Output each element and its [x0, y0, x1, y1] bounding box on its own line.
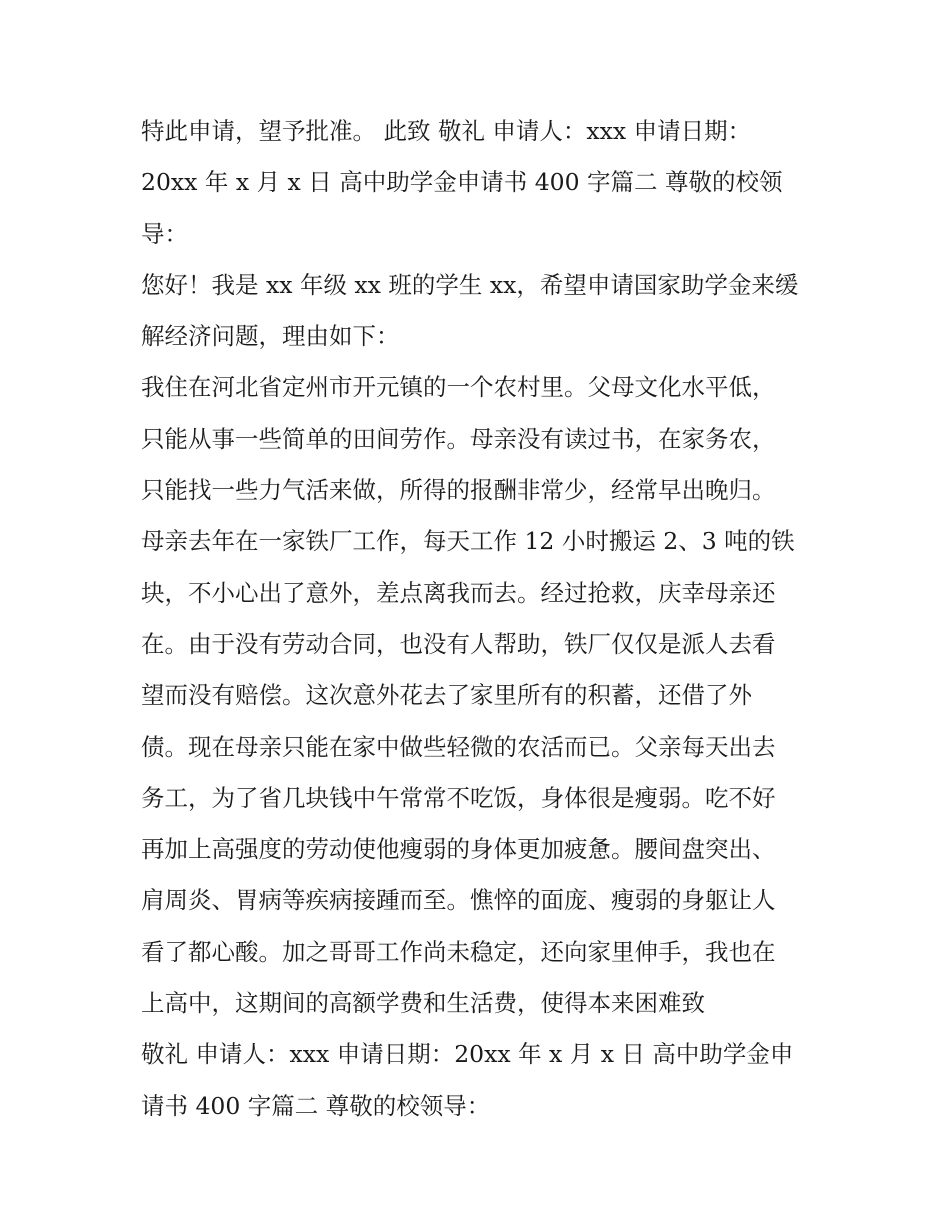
- text-line: 只能从事一些简单的田间劳作。母亲没有读过书，在家务农，: [141, 424, 776, 453]
- text-line: 只能找一些力气活来做，所得的报酬非常少，经常早出晚归。: [141, 476, 776, 505]
- text-line: 肩周炎、胃病等疾病接踵而至。憔悴的面庞、瘦弱的身躯让人: [141, 886, 776, 915]
- text-line: 20xx 年 x 月 x 日 高中助学金申请书 400 字篇二 尊敬的校领: [141, 168, 783, 197]
- text-line: 在。由于没有劳动合同，也没有人帮助，铁厂仅仅是派人去看: [141, 629, 776, 658]
- text-line: 块，不小心出了意外，差点离我而去。经过抢救，庆幸母亲还: [141, 578, 776, 607]
- document-body: [141, 106, 831, 1132]
- text-line: 债。现在母亲只能在家中做些轻微的农活而已。父亲每天出去: [141, 732, 776, 761]
- text-line: 您好！我是 xx 年级 xx 班的学生 xx，希望申请国家助学金来缓: [141, 270, 799, 299]
- text-line: 再加上高强度的劳动使他瘦弱的身体更加疲惫。腰间盘突出、: [141, 835, 776, 864]
- text-line: 解经济问题，理由如下：: [141, 322, 400, 351]
- text-line: 导：: [141, 219, 188, 248]
- text-line: 看了都心酸。加之哥哥工作尚未稳定，还向家里伸手，我也在: [141, 937, 776, 966]
- text-line: 特此申请，望予批准。 此致 敬礼 申请人：xxx 申请日期：: [141, 117, 752, 145]
- text-line: 请书 400 字篇二 尊敬的校领导：: [141, 1091, 491, 1120]
- text-line: 望而没有赔偿。这次意外花去了家里所有的积蓄，还借了外: [141, 681, 752, 710]
- text-line: 敬礼 申请人：xxx 申请日期：20xx 年 x 月 x 日 高中助学金申: [141, 1040, 794, 1069]
- text-line: 上高中，这期间的高额学费和生活费，使得本来困难致: [141, 989, 705, 1018]
- text-line: 我住在河北省定州市开元镇的一个农村里。父母文化水平低，: [141, 373, 776, 402]
- text-line: 母亲去年在一家铁厂工作，每天工作 12 小时搬运 2、3 吨的铁: [141, 527, 795, 556]
- text-line: 务工，为了省几块钱中午常常不吃饭，身体很是瘦弱。吃不好: [141, 783, 776, 812]
